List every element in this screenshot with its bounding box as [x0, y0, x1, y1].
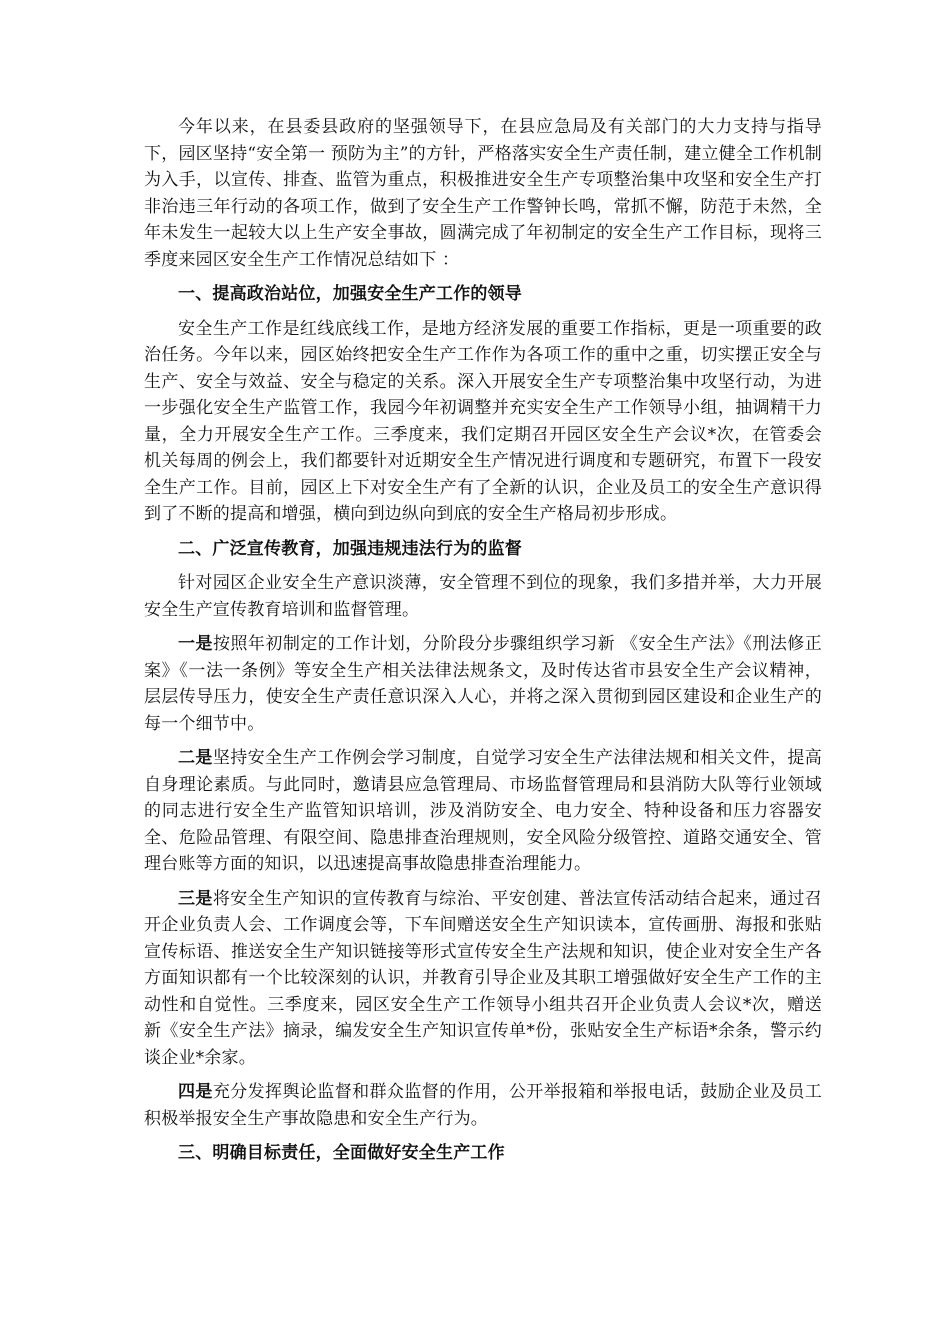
section-2-item-1 [144, 631, 822, 737]
item-lead: 四是 [178, 1082, 213, 1102]
section-heading-2: 二、广泛宣传教育，加强违规违法行为的监督 [178, 538, 522, 559]
section-2-item-4 [144, 1079, 822, 1132]
section-2-item-2 [144, 745, 822, 878]
item-text: 充分发挥舆论监督和群众监督的作用，公开举报箱和举报电话，鼓励企业及员工积极举报安全生产事故隐患和安全生产行为。 [144, 1082, 822, 1129]
section-heading-1: 一、提高政治站位，加强安全生产工作的领导 [178, 284, 522, 304]
section-heading-3: 三、明确目标责任，全面做好安全生产工作 [178, 1143, 505, 1163]
item-text: 按照年初制定的工作计划，分阶段分步骤组织学习新 《安全生产法》《刑法修正案》《一法一条例》等安全生产相关法律法规条文，及时传达省市县安全生产会议精神，层层传导压力，使安全生产责任意识深入人心，并将之深入贯彻到园区建设和企业生产的每一个细节中。 [144, 634, 822, 734]
item-text: 坚持安全生产工作例会学习制度，自觉学习安全生产法律法规和相关文件，提高自身理论素质。与此同时，邀请县应急管理局、市场监督管理局和县消防大队等行业领域的同志进行安全生产监管知识培训，涉及消防安全、电力安全、特种设备和压力容器安全、危险品管理、有限空间、隐患排查治理规则，安全风险分级管控、道路交通安全、管理台账等方面的知识，以迅速提高事故隐患排查治理能力。 [144, 748, 822, 874]
section-1-paragraph: 安全生产工作是红线底线工作，是地方经济发展的重要工作指标，更是一项重要的政治任务。今年以来，园区始终把安全生产工作作为各项工作的重中之重，切实摆正安全与生产、安全与效益、安全与稳定的关系。深入开展安全生产专项整治集中攻坚行动，为进一步强化安全生产监管工作，我园今年初调整并充实安全生产工作领导小组，抽调精干力量，全力开展安全生产工作。三季度来，我们定期召开园区安全生产会议*次，在管委会机关每周的例会上，我们都要针对近期安全生产情况进行调度和专题研究，布置下一段安全生产工作。目前，园区上下对安全生产有了全新的认识，企业及员工的安全生产意识得到了不断的提高和增强，横向到边纵向到底的安全生产格局初步形成。 [144, 318, 822, 524]
document-body [144, 114, 822, 1175]
section-2-item-3 [144, 886, 822, 1072]
item-lead: 一是 [178, 634, 213, 654]
item-text: 将安全生产知识的宣传教育与综治、平安创建、普法宣传活动结合起来，通过召开企业负责人会、工作调度会等，下车间赠送安全生产知识读本，宣传画册、海报和张贴宣传标语、推送安全生产知识链接等形式宣传安全生产法规和知识，使企业对安全生产各方面知识都有一个比较深刻的认识，并教育引导企业及其职工增强做好安全生产工作的主动性和自觉性。三季度来，园区安全生产工作领导小组共召开企业负责人会议*次，赠送新《安全生产法》摘录，编发安全生产知识宣传单*份，张贴安全生产标语*余条，警示约谈企业*余家。 [144, 888, 822, 1068]
section-2-intro-paragraph: 针对园区企业安全生产意识淡薄，安全管理不到位的现象，我们多措并举，大力开展安全生产宣传教育培训和监督管理。 [144, 573, 822, 620]
intro-paragraph: 今年以来，在县委县政府的坚强领导下，在县应急局及有关部门的大力支持与指导下，园区坚持“安全第一 预防为主”的方针，严格落实安全生产责任制，建立健全工作机制为入手，以宣传、排查、监管为重点，积极推进安全生产专项整治集中攻坚和安全生产打非治违三年行动的各项工作，做到了安全生产工作警钟长鸣，常抓不懈，防范于未然，全年未发生一起较大以上生产安全事故，圆满完成了年初制定的安全生产工作目标，现将三季度来园区安全生产工作情况总结如下 ： [144, 117, 822, 270]
item-lead: 三是 [178, 888, 213, 909]
item-lead: 二是 [178, 748, 213, 768]
